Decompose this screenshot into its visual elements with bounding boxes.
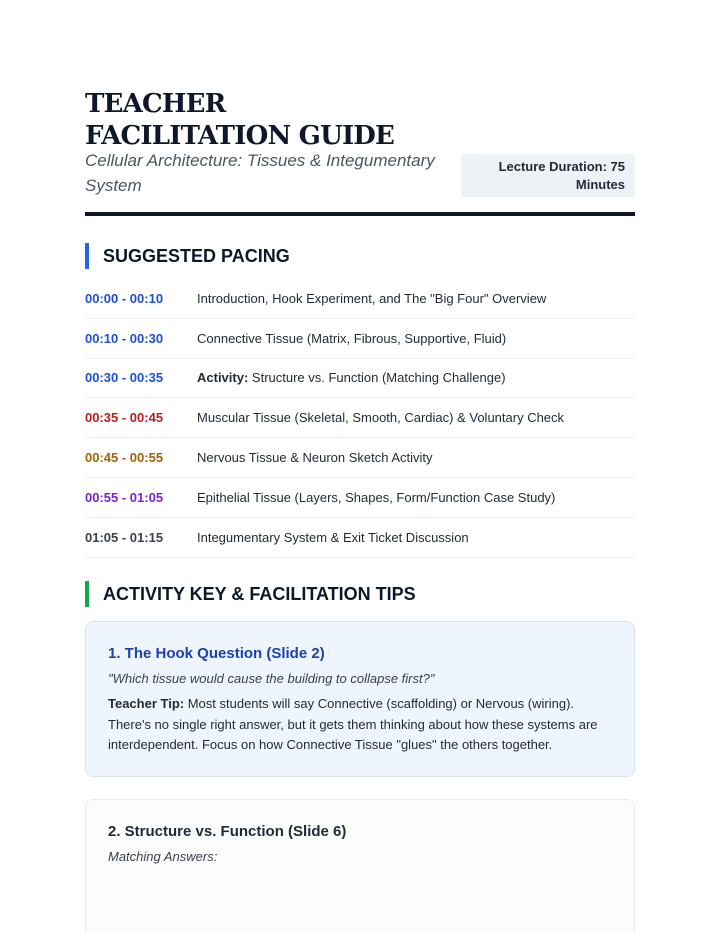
- pacing-row: [85, 478, 635, 518]
- pacing-heading: SUGGESTED PACING: [85, 243, 635, 269]
- tip-label: Teacher Tip:: [108, 696, 185, 711]
- pacing-time: 00:10 - 00:30: [85, 330, 164, 346]
- hook-question-card: [85, 621, 635, 777]
- pacing-time: 00:00 - 00:10: [85, 290, 164, 306]
- pacing-row: [85, 359, 635, 399]
- teacher-tip: [108, 694, 612, 756]
- pacing-time: 00:55 - 01:05: [85, 489, 164, 505]
- activity-heading: ACTIVITY KEY & FACILITATION TIPS: [85, 581, 635, 607]
- page-title: TEACHER FACILITATION GUIDE: [85, 89, 395, 151]
- card-quote: Matching Answers:: [108, 849, 218, 864]
- card-title: 2. Structure vs. Function (Slide 6): [108, 823, 347, 840]
- pacing-text: Introduction, Hook Experiment, and The "Big Four" Overview: [197, 290, 547, 306]
- tip-text: Most students will say Connective (scaffolding) or Nervous (wiring). There's no single right answer, but it gets them thinking about how these systems are interdependent. Focus on how Connective Tissue "glues" the others together.: [108, 696, 598, 752]
- pacing-row: [85, 398, 635, 438]
- pacing-row: [85, 438, 635, 478]
- structure-function-card: [85, 799, 635, 932]
- page-subtitle: Cellular Architecture: Tissues & Integumentary System: [85, 151, 435, 195]
- pacing-description: [197, 331, 635, 346]
- pacing-time: 00:35 - 00:45: [85, 410, 164, 426]
- pacing-description: [197, 490, 635, 505]
- pacing-text: Muscular Tissue (Skeletal, Smooth, Cardiac) & Voluntary Check: [197, 410, 565, 426]
- pacing-time: 00:30 - 00:35: [85, 370, 164, 386]
- pacing-text: Integumentary System & Exit Ticket Discussion: [197, 529, 469, 545]
- document-header: [85, 88, 635, 216]
- card-quote: "Which tissue would cause the building to collapse first?": [108, 671, 435, 686]
- card-title: 1. The Hook Question (Slide 2): [108, 645, 325, 662]
- pacing-description: [197, 450, 635, 465]
- pacing-prefix: Activity:: [197, 370, 249, 386]
- pacing-text: Epithelial Tissue (Layers, Shapes, Form/Function Case Study): [197, 489, 556, 505]
- pacing-text: Nervous Tissue & Neuron Sketch Activity: [197, 450, 433, 466]
- pacing-table: [85, 279, 635, 558]
- pacing-time: 00:45 - 00:55: [85, 450, 164, 466]
- pacing-row: [85, 319, 635, 359]
- pacing-time: 01:05 - 01:15: [85, 529, 164, 545]
- pacing-description: [197, 410, 635, 425]
- pacing-description: [197, 291, 635, 306]
- pacing-text: Connective Tissue (Matrix, Fibrous, Supportive, Fluid): [197, 330, 507, 346]
- pacing-row: [85, 518, 635, 558]
- pacing-description: [197, 370, 635, 385]
- pacing-text: Structure vs. Function (Matching Challenge): [248, 370, 506, 386]
- pacing-row: [85, 279, 635, 319]
- pacing-description: [197, 530, 635, 545]
- duration-badge: Lecture Duration: 75 Minutes: [461, 154, 635, 197]
